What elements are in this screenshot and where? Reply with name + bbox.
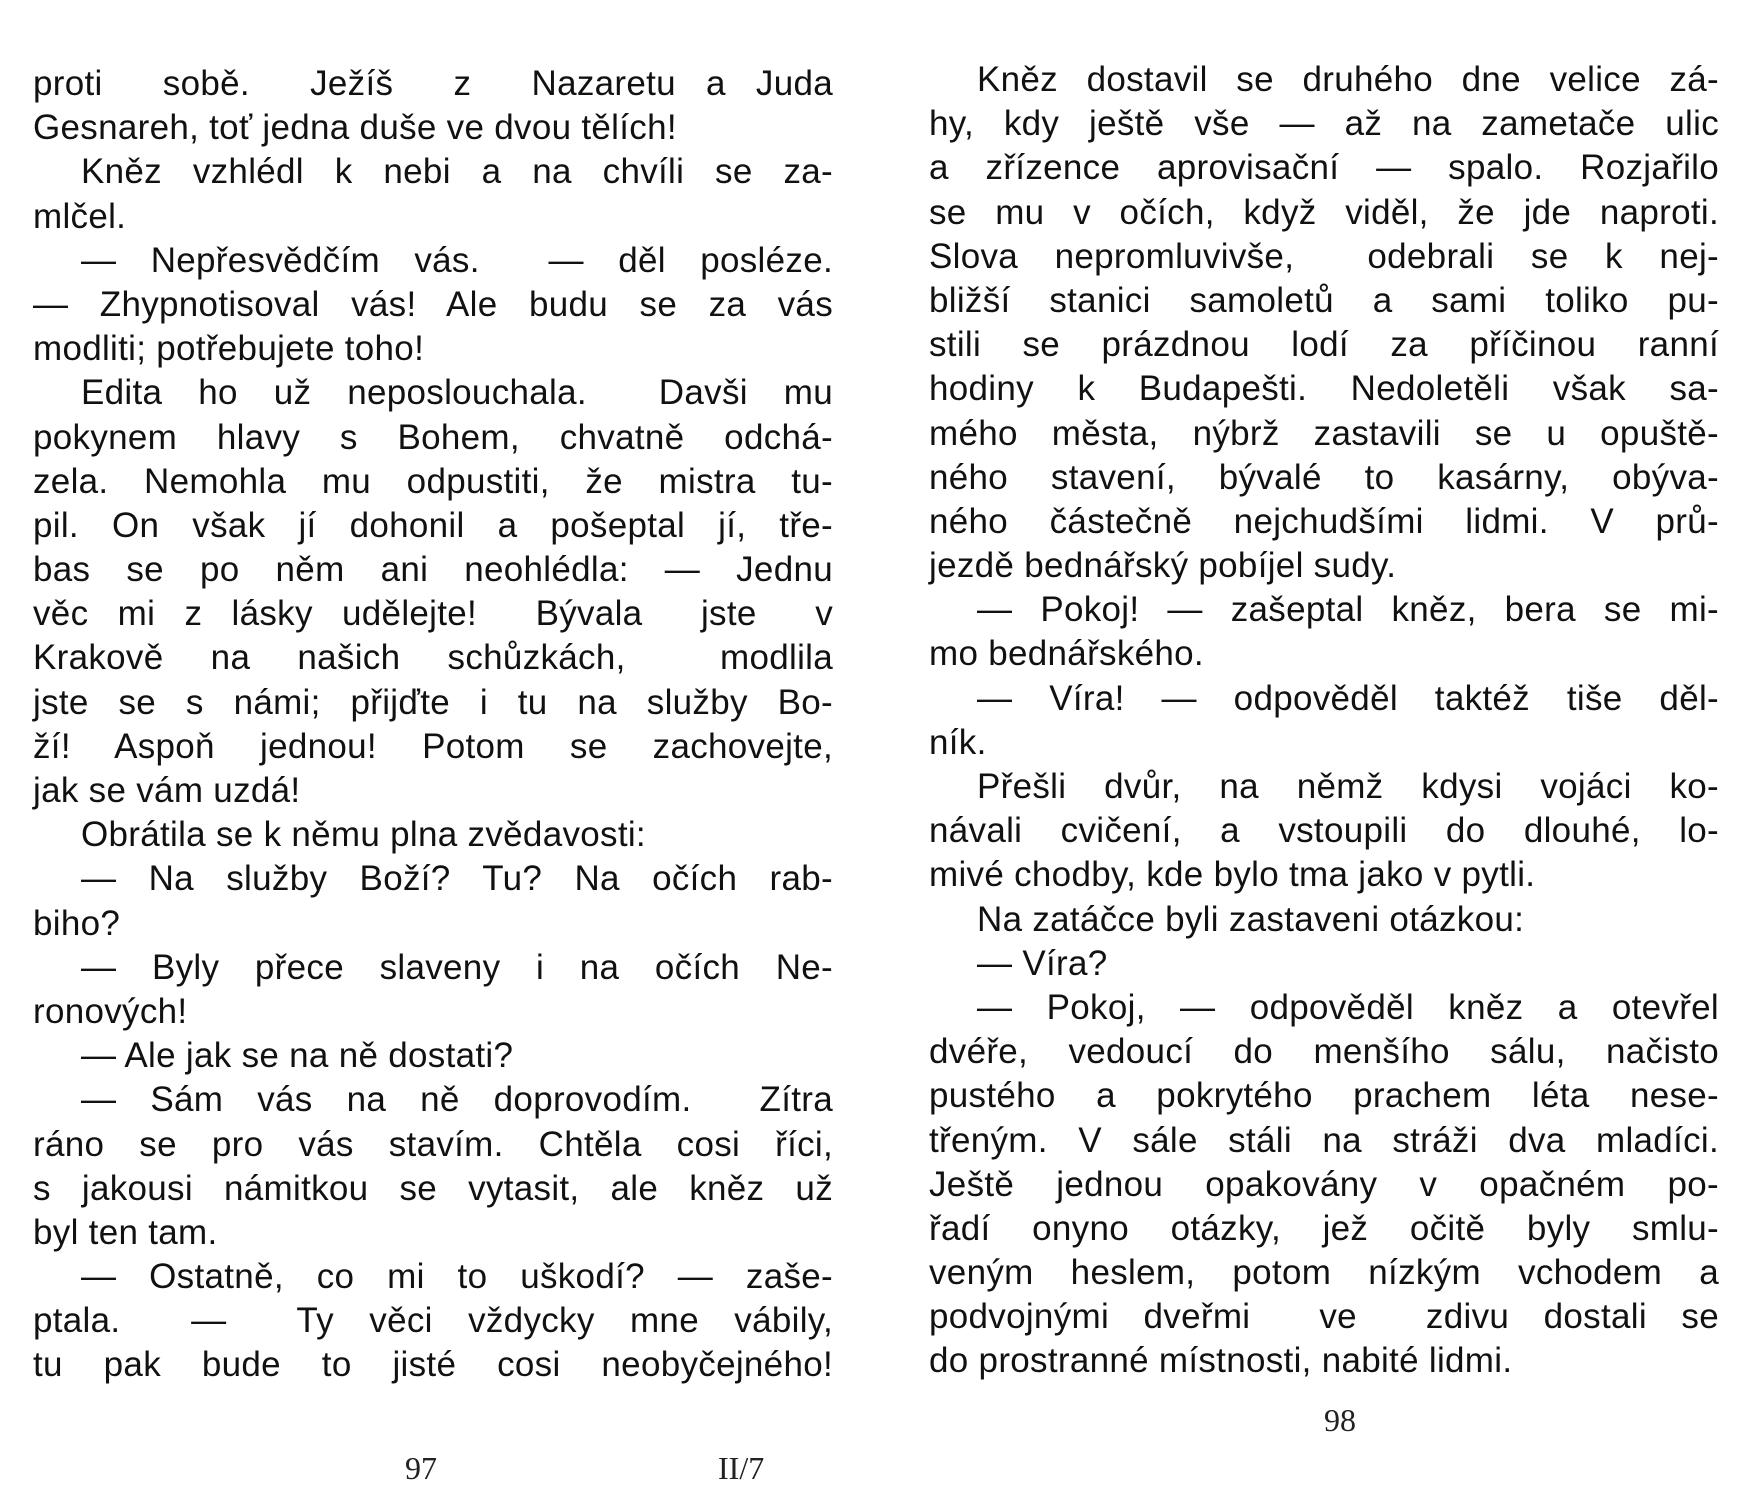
text-line: Gesnareh, toť jedna duše ve dvou tělích! — [33, 108, 677, 148]
text-line: — Na služby Boží? Tu? Na očích rab- — [81, 859, 833, 899]
text-line: Ještě jednou opakovány v opačném po- — [929, 1164, 1719, 1204]
text-line: mo bednářského. — [929, 634, 1204, 674]
text-line: mlčel. — [33, 196, 127, 236]
text-line: — Zhypnotisoval vás! Ale budu se za vás — [33, 284, 833, 324]
text-line: jezdě bednářský pobíjel sudy. — [929, 546, 1397, 586]
text-line: do prostranné místnosti, nabité lidmi. — [929, 1341, 1513, 1381]
text-line: veným heslem, potom nízkým vchodem a — [929, 1253, 1719, 1293]
page-number-left: 97 — [405, 1450, 437, 1486]
text-line: — Nepřesvědčím vás. — děl posléze. — [81, 240, 833, 280]
text-line: stili se prázdnou lodí za příčinou ranní — [929, 325, 1719, 365]
text-line: Na zatáčce byli zastaveni otázkou: — [977, 899, 1525, 939]
text-line: věc mi z lásky udělejte! Bývala jste v — [33, 594, 833, 634]
text-line: jste se s námi; přijďte i tu na služby Bo- — [33, 682, 833, 722]
text-line: Slova nepromluvivše, odebrali se k nej- — [929, 236, 1719, 276]
text-line: pustého a pokrytého prachem léta nese- — [929, 1076, 1719, 1116]
right-page — [874, 0, 1748, 1500]
signature-mark: II/7 — [718, 1450, 765, 1486]
text-line: Edita ho už neposlouchala. Davši mu — [81, 373, 833, 413]
text-line: bližší stanici samoletů a sami toliko pu- — [929, 280, 1719, 320]
right-page-body — [929, 58, 1719, 1384]
text-line: ronových! — [33, 991, 188, 1031]
text-line: návali cvičení, a vstoupili do dlouhé, lo- — [929, 811, 1719, 851]
text-line: — Ostatně, co mi to uškodí? — zaše- — [81, 1257, 833, 1297]
text-line: ptala. — Ty věci vždycky mne vábily, — [33, 1301, 833, 1341]
text-line: s jakousi námitkou se vytasit, ale kněz už — [33, 1168, 833, 1208]
text-line: — Ale jak se na ně dostati? — [81, 1036, 514, 1076]
text-line: — Pokoj! — zašeptal kněz, bera se mi- — [977, 590, 1719, 630]
text-line: Krakově na našich schůzkách, modlila — [33, 638, 833, 678]
text-line: mivé chodby, kde bylo tma jako v pytli. — [929, 855, 1536, 895]
text-line: ného stavení, bývalé to kasárny, obýva- — [929, 457, 1719, 497]
text-line: ného částečně nejchudšími lidmi. V prů- — [929, 501, 1719, 541]
page-number-right: 98 — [1324, 1402, 1356, 1438]
text-line: pokynem hlavy s Bohem, chvatně odchá- — [33, 417, 833, 457]
text-line: bas se po něm ani neohlédla: — Jednu — [33, 550, 833, 590]
text-line: — Byly přece slaveny i na očích Ne- — [81, 947, 833, 987]
text-line: ží! Aspoň jednou! Potom se zachovejte, — [33, 726, 833, 766]
text-line: řadí onyno otázky, jež očitě byly smlu- — [929, 1208, 1719, 1248]
text-line: jak se vám uzdá! — [33, 771, 301, 810]
text-line: hodiny k Budapešti. Nedoletěli však sa- — [929, 369, 1719, 409]
text-line: se mu v očích, když viděl, že jde naproti. — [929, 192, 1719, 232]
text-line: Přešli dvůr, na němž kdysi vojáci ko- — [977, 767, 1719, 806]
text-line: mého města, nýbrž zastavili se u opuště- — [929, 413, 1719, 453]
text-line: — Víra? — [977, 943, 1108, 983]
text-line: — Víra! — odpověděl taktéž tiše děl- — [977, 678, 1719, 718]
text-line: — Sám vás na ně doprovodím. Zítra — [81, 1080, 833, 1120]
text-line: modliti; potřebujete toho! — [33, 329, 425, 369]
text-line: ník. — [929, 722, 987, 762]
text-line: biho? — [33, 903, 121, 943]
text-line: Kněz dostavil se druhého dne velice zá- — [977, 60, 1719, 99]
text-line: byl ten tam. — [33, 1212, 218, 1252]
text-line: proti sobě. Ježíš z Nazaretu a Juda — [33, 64, 833, 103]
text-line: pil. On však jí dohonil a pošeptal jí, tře- — [33, 505, 833, 545]
text-line: tu pak bude to jisté cosi neobyčejného! — [33, 1345, 833, 1385]
text-line: Obrátila se k němu plna zvědavosti: — [81, 815, 646, 855]
text-line: hy, kdy ještě vše — až na zametače ulic — [929, 104, 1719, 144]
text-line: ráno se pro vás stavím. Chtěla cosi říci, — [33, 1124, 833, 1164]
text-line: podvojnými dveřmi ve zdivu dostali se — [929, 1297, 1719, 1337]
left-page-body — [33, 62, 833, 1388]
text-line: třeným. V sále stáli na stráži dva mladíci. — [929, 1120, 1719, 1160]
text-line: — Pokoj, — odpověděl kněz a otevřel — [977, 987, 1719, 1027]
text-line: dvéře, vedoucí do menšího sálu, načisto — [929, 1032, 1719, 1072]
text-line: zela. Nemohla mu odpustiti, že mistra tu- — [33, 461, 833, 501]
text-line: Kněz vzhlédl k nebi a na chvíli se za- — [81, 152, 833, 192]
text-line: a zřízence aprovisační — spalo. Rozjařilo — [929, 148, 1719, 188]
